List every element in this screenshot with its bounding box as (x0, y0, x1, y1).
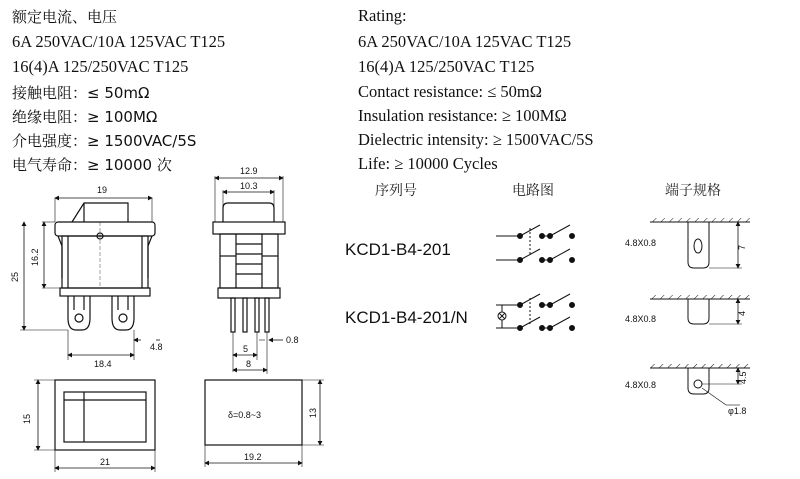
terminal-2-dim: 4 (737, 310, 747, 316)
spec-en-contact-resistance: Contact resistance: ≤ 50mΩ (358, 82, 542, 101)
header-terminal-spec: 端子规格 (665, 183, 721, 199)
circuit-diagram-201 (496, 225, 575, 263)
circuit-diagram-201-n (496, 294, 575, 331)
dim-cutout-width: 21 (100, 457, 111, 467)
spec-cn-rating-2: 16(4)A 125/250VAC T125 (12, 57, 189, 76)
dim-panel-thickness: δ=0.8~3 (228, 410, 262, 420)
panel-mounting-view (205, 380, 324, 467)
terminal-1-size: 4.8X0.8 (625, 238, 657, 248)
dim-front-height: 16.2 (30, 248, 40, 266)
spec-en-rating-2: 16(4)A 125/250VAC T125 (358, 57, 535, 76)
terminal-2-size: 4.8X0.8 (625, 314, 657, 324)
spec-en-insulation-resistance: Insulation resistance: ≥ 100MΩ (358, 106, 567, 125)
model-kcd1-b4-201: KCD1-B4-201 (345, 240, 451, 259)
dim-side-top: 12.9 (240, 166, 258, 176)
spec-cn-dielectric: 介电强度：≥ 1500VAC/5S (12, 132, 197, 150)
dim-total-height: 25 (10, 271, 20, 282)
dim-side-pin-b: 8 (246, 359, 252, 369)
header-serial-number: 序列号 (375, 183, 417, 199)
spec-cn-life: 电气寿命：≥ 10000 次 (12, 156, 172, 174)
dim-pin-thickness: 0.8 (286, 335, 299, 345)
side-view (213, 176, 285, 374)
header-circuit-diagram: 电路图 (512, 183, 554, 199)
front-view (20, 198, 160, 360)
dim-pin-spacing: 18.4 (94, 359, 112, 369)
model-kcd1-b4-201-n: KCD1-B4-201/N (345, 308, 468, 327)
dim-side-pin-a: 5 (243, 344, 249, 354)
spec-en-rating-1: 6A 250VAC/10A 125VAC T125 (358, 32, 572, 51)
spec-en-dielectric: Dielectric intensity: ≥ 1500VAC/5S (358, 130, 594, 149)
dim-pin-height: 4.8 (150, 342, 163, 352)
dim-front-width: 19 (97, 185, 108, 195)
spec-en-rating-title: Rating: (358, 6, 407, 25)
dim-side-inner: 10.3 (240, 181, 258, 191)
terminal-spec-1 (650, 218, 750, 268)
terminal-3-hole: φ1.8 (728, 406, 747, 416)
spec-cn-contact-resistance: 接触电阻：≤ 50mΩ (12, 84, 150, 102)
terminal-3-dim: 4.5 (738, 371, 748, 384)
dim-cutout-height: 15 (22, 413, 32, 424)
terminal-spec-3 (650, 364, 750, 405)
terminal-spec-2 (650, 295, 750, 324)
spec-en-life: Life: ≥ 10000 Cycles (358, 154, 498, 173)
spec-cn-insulation-resistance: 绝缘电阻：≥ 100MΩ (12, 108, 158, 126)
spec-cn-rating-1: 6A 250VAC/10A 125VAC T125 (12, 32, 226, 51)
dim-panel-width: 19.2 (244, 452, 262, 462)
panel-cutout-view (34, 380, 155, 472)
spec-cn-rating-title: 额定电流、电压 (12, 8, 118, 26)
terminal-3-size: 4.8X0.8 (625, 380, 657, 390)
dim-panel-height: 13 (308, 407, 318, 418)
terminal-1-dim: 7 (737, 244, 747, 250)
